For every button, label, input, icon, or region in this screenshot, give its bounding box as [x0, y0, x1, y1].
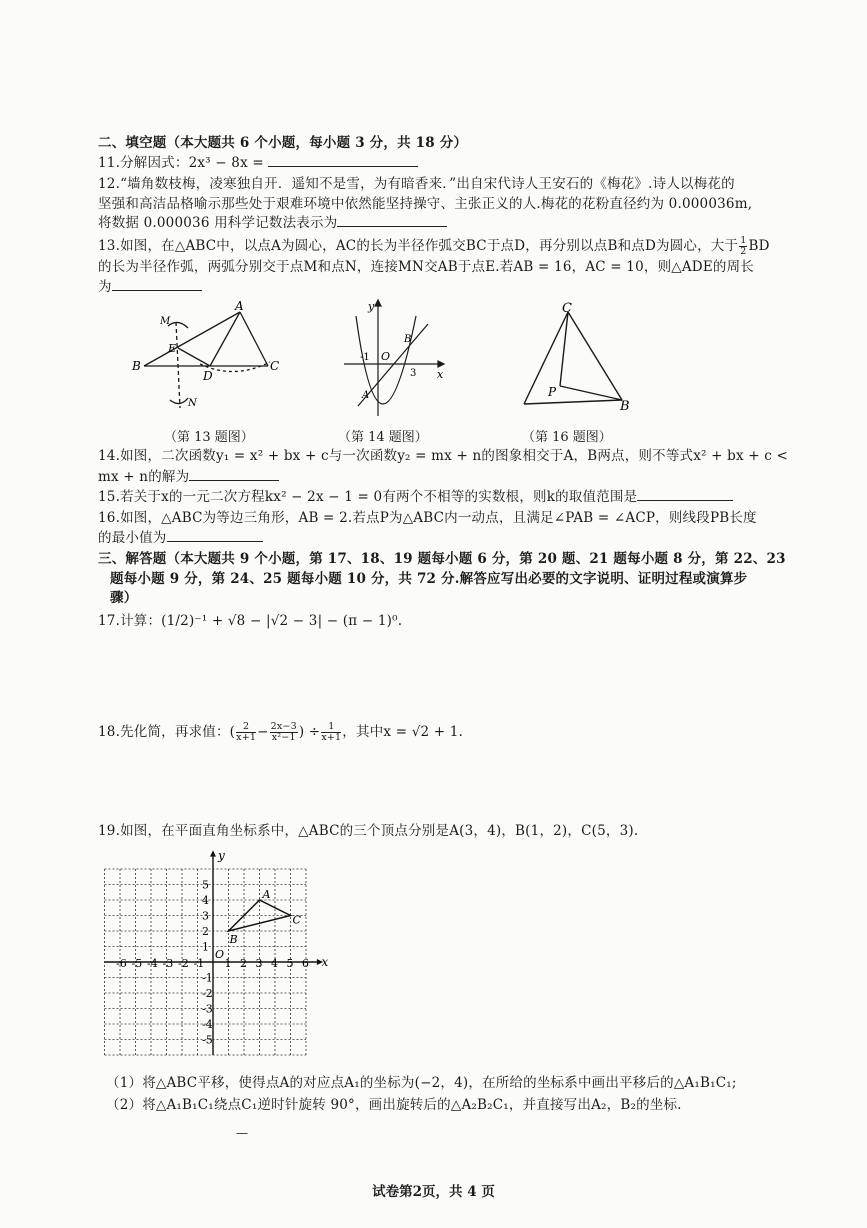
y-tick-label: 2 — [202, 925, 209, 938]
stray-dash-mark: — — [236, 1126, 249, 1140]
x-tick-label: 3 — [255, 957, 263, 970]
question-14-text: mx + n的解为 — [98, 469, 190, 485]
figure-16 — [514, 298, 644, 418]
q18-minus: − — [257, 724, 269, 740]
question-15-text: 15.若关于x的一元二次方程kx² − 2x − 1 = 0有两个不相等的实数根，则k的取值范围是 — [98, 489, 638, 505]
y-tick-label: 3 — [202, 909, 209, 923]
fig13-label-n: N — [188, 398, 197, 409]
fig16-segment-ca — [524, 312, 568, 404]
question-13-text-b: BD — [748, 238, 770, 254]
figure-13-caption: （第 13 题图） — [164, 430, 254, 445]
q18-divide: ) ÷ — [298, 724, 321, 740]
question-19-part-2: （2）将△A₁B₁C₁绕点C₁逆时针旋转 90°，画出旋转后的△A₂B₂C₁，并直接写出A₂，B₂的坐标. — [106, 1097, 682, 1113]
figure-14 — [338, 296, 448, 422]
question-12-line-3 — [98, 214, 447, 232]
fig16-segment-ab — [524, 400, 622, 404]
y-tick-label: -5 — [202, 1033, 213, 1047]
question-11 — [98, 154, 418, 172]
x-tick-label: -3 — [162, 957, 174, 970]
fig14-label-x: x — [437, 368, 444, 381]
fig16-label-c: C — [562, 301, 572, 316]
question-18-suffix: ，其中x = √2 + 1. — [342, 724, 464, 740]
fig13-segment-ac — [240, 312, 268, 366]
fig13-arc-n — [170, 398, 188, 404]
x-tick-label: 6 — [302, 957, 309, 970]
question-16-line-2 — [98, 529, 263, 547]
x-axis-label: x — [321, 955, 328, 969]
question-15 — [98, 488, 733, 506]
question-18 — [98, 722, 463, 748]
x-tick-label: 5 — [286, 957, 294, 970]
fig13-arc-m — [168, 322, 188, 328]
answer-blank-12[interactable] — [337, 214, 447, 227]
answer-blank-13[interactable] — [112, 278, 202, 291]
x-tick-label: -6 — [116, 957, 127, 970]
y-tick-label: 4 — [202, 894, 209, 907]
y-tick-label: 1 — [202, 940, 209, 954]
figure-16-caption: （第 16 题图） — [522, 430, 612, 445]
fig14-label-y: y — [368, 300, 375, 313]
question-12-line-2: 坚强和高洁品格喻示那些处于艰难环境中依然能坚持操守、主张正义的人.梅花的花粉直径约为 0.000036m, — [98, 196, 753, 212]
fig13-label-e: E — [168, 342, 177, 355]
section-3-heading-line-3: 骤） — [110, 590, 138, 606]
y-tick-label: -3 — [202, 1002, 213, 1016]
fig16-segment-pb — [560, 386, 622, 400]
figure-13 — [128, 300, 298, 420]
x-tick-label: 2 — [240, 957, 247, 970]
section-2-heading: 二、填空题（本大题共 6 个小题，每小题 3 分，共 18 分） — [98, 135, 468, 151]
y-axis-label: y — [218, 848, 225, 863]
y-axis-arrow — [210, 850, 216, 856]
question-16-line-1: 16.如图，△ABC为等边三角形，AB = 2.若点P为△ABC内一动点，且满足∠PAB = ∠ACP，则线段PB长度 — [98, 510, 757, 526]
origin-label: O — [215, 948, 225, 961]
fig14-label-three: 3 — [410, 368, 417, 379]
fig13-label-d: D — [203, 369, 213, 383]
q18-fraction-2: $\frac{2x-3}{\text{x²−1}}$ — [270, 721, 297, 743]
question-18-prefix: 18.先化简，再求值：( — [98, 724, 236, 740]
question-13-text-c: 为 — [98, 279, 112, 295]
fig13-line-mn — [176, 322, 180, 408]
y-tick-label: 5 — [202, 878, 209, 892]
x-tick-label: -5 — [131, 957, 143, 970]
point-b-label: B — [229, 933, 238, 946]
y-tick-label: -4 — [202, 1018, 213, 1031]
y-tick-label: -1 — [202, 971, 213, 985]
question-13-line-1 — [98, 236, 770, 257]
answer-blank-14[interactable] — [189, 468, 279, 481]
question-19-part-1: （1）将△ABC平移，使得点A的对应点A₁的坐标为(−2，4)，在所给的坐标系中画出平移后的△A₁B₁C₁; — [106, 1075, 737, 1091]
page-footer: 试卷第2页，共 4 页 — [372, 1184, 495, 1200]
x-tick-label: 4 — [271, 957, 278, 970]
fig16-segment-pc — [560, 312, 568, 386]
fig13-label-m: M — [160, 316, 171, 327]
question-12-text: 将数据 0.000036 用科学记数法表示为 — [98, 215, 338, 231]
y-tick-label: -2 — [202, 987, 213, 1000]
question-12-line-1: 12.“墙角数枝梅，凌寒独自开．遥知不是雪，为有暗香来．”出自宋代诗人王安石的《梅花》.诗人以梅花的 — [98, 176, 735, 192]
fig14-label-b: B — [404, 334, 412, 345]
x-tick-label: -2 — [178, 957, 189, 970]
fig14-y-arrow — [375, 300, 381, 306]
answer-blank-11[interactable] — [268, 154, 418, 167]
section-3-heading-line-1: 三、解答题（本大题共 9 个小题，第 17、18、19 题每小题 6 分，第 20 题、21 题每小题 8 分，第 22、23 — [98, 551, 786, 567]
point-a-label: A — [262, 888, 271, 901]
question-11-text: 11.分解因式：2x³ − 8x = — [98, 155, 269, 171]
fig14-label-o: O — [381, 350, 391, 363]
question-13-text-a: 13.如图，在△ABC中，以点A为圆心，AC的长为半径作弧交BC于点D，再分别以点B和点D为圆心，大于 — [98, 238, 739, 254]
x-tick-label: -1 — [193, 957, 205, 970]
question-13-line-2: 的长为半径作弧，两弧分别交于点M和点N，连接MN交AB于点E.若AB = 16，AC = 10，则△ADE的周长 — [98, 259, 754, 275]
fraction-one-half: $\frac{1}{2}$ — [740, 235, 747, 257]
fig13-segment-de — [178, 348, 210, 366]
fig16-label-b: B — [620, 399, 630, 414]
question-16-text: 的最小值为 — [98, 530, 167, 546]
q18-fraction-1: $\frac{2}{x+1}$ — [236, 721, 257, 743]
answer-blank-16[interactable] — [167, 529, 263, 542]
x-tick-label: -4 — [147, 957, 158, 970]
question-13-line-3 — [98, 278, 202, 296]
coordinate-grid-figure — [98, 840, 328, 1060]
question-19-intro: 19.如图，在平面直角坐标系中，△ABC的三个顶点分别是A(3，4)，B(1，2)，C(5，3). — [98, 823, 639, 839]
question-14-line-2 — [98, 468, 279, 486]
fig13-label-c: C — [270, 359, 280, 373]
question-14-line-1: 14.如图，二次函数y₁ = x² + bx + c与一次函数y₂ = mx + n的图象相交于A，B两点，则不等式x² + bx + c < — [98, 448, 789, 464]
fig16-label-p: P — [548, 385, 557, 399]
fig14-label-a: A — [362, 390, 370, 401]
fig14-x-arrow — [438, 361, 444, 367]
section-3-heading-line-2: 题每小题 9 分，第 24、25 题每小题 10 分，共 72 分.解答应写出必要的文字说明、证明过程或演算步 — [110, 571, 748, 587]
fig16-segment-cb — [568, 312, 622, 400]
fig13-label-a: A — [235, 300, 244, 313]
answer-blank-15[interactable] — [637, 488, 733, 501]
fig13-label-b: B — [132, 359, 141, 373]
fig14-label-neg1: -1 — [360, 352, 370, 363]
figure-14-caption: （第 14 题图） — [338, 430, 428, 445]
q18-fraction-3: $\frac{1}{x+1}$ — [321, 721, 342, 743]
point-c-label: C — [292, 913, 301, 927]
question-17: 17.计算：(1/2)⁻¹ + √8 − |√2 − 3| − (π − 1)⁰. — [98, 613, 403, 629]
x-tick-label: 1 — [224, 957, 232, 970]
